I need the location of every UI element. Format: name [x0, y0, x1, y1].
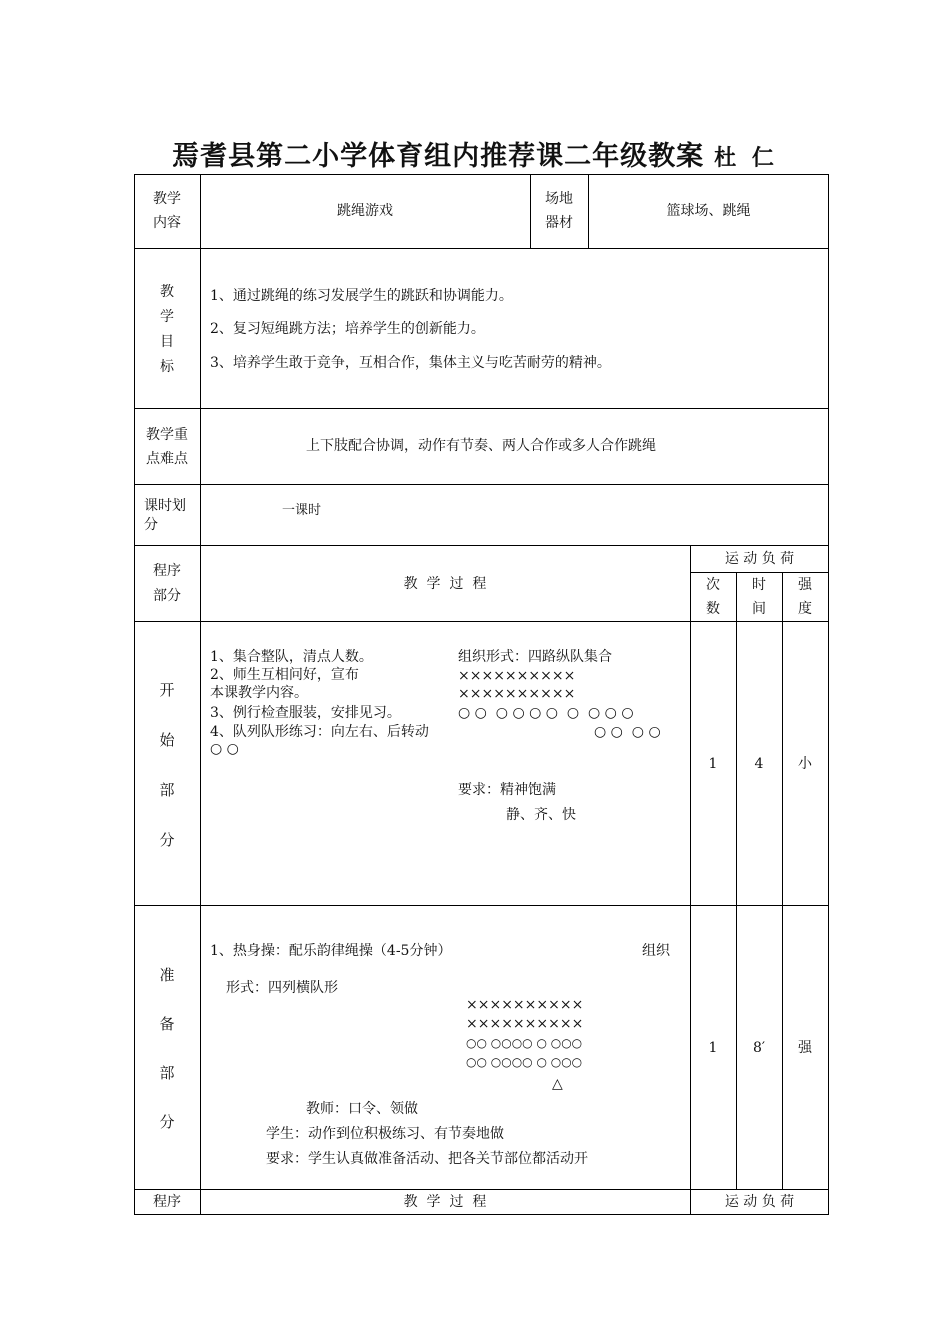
- keypoints-label-1: 教学重: [146, 427, 188, 443]
- timeplan-label-1: 课时划: [144, 498, 186, 514]
- title-main: 焉耆县第二小学体育组内推荐课二年级教案: [172, 141, 705, 172]
- prep-intensity: 强: [798, 1040, 812, 1056]
- start-label-2: 始: [159, 731, 175, 749]
- time-heading-2: 间: [752, 601, 766, 617]
- process-label-1: 程序: [153, 563, 181, 579]
- objectives-label-2: 学: [160, 309, 174, 325]
- start-org-row: ××××××××××: [458, 686, 576, 702]
- prep-form-row: ○○ ○○○○ ○ ○○○: [466, 1055, 583, 1069]
- process-heading: 教 学 过 程: [403, 576, 487, 592]
- prep-req: 要求：学生认真做准备活动、把各关节部位都活动开: [266, 1151, 588, 1167]
- load-heading: 运 动 负 荷: [724, 551, 795, 567]
- prep-line-1-right: 组织: [642, 943, 670, 959]
- venue-label-2: 器材: [545, 215, 573, 231]
- start-line: 2、师生互相问好，宣布: [210, 667, 359, 683]
- prep-label-1: 准: [159, 966, 175, 984]
- prep-label-3: 部: [159, 1064, 175, 1082]
- start-time: 4: [754, 756, 764, 772]
- footer-process: 教 学 过 程: [403, 1194, 487, 1210]
- process-label-2: 部分: [153, 588, 181, 604]
- count-heading-2: 数: [706, 601, 720, 617]
- intensity-heading-1: 强: [798, 577, 812, 593]
- teacher-mark: △: [552, 1076, 563, 1092]
- objectives-label-1: 教: [160, 284, 174, 300]
- prep-line-1: 1、热身操：配乐韵律绳操（4-5分钟）: [210, 943, 452, 959]
- start-line: 4、队列队形练习：向左右、后转动: [210, 724, 429, 740]
- prep-time: 8′: [752, 1040, 766, 1056]
- start-req-2: 静、齐、快: [506, 807, 576, 823]
- objective-item: 2、复习短绳跳方法；培养学生的创新能力。: [210, 321, 485, 337]
- content-value: 跳绳游戏: [337, 203, 393, 219]
- page-title: [0, 134, 950, 173]
- time-heading-1: 时: [752, 577, 766, 593]
- prep-line-2: 形式：四列横队形: [226, 980, 338, 996]
- objective-item: 1、通过跳绳的练习发展学生的跳跃和协调能力。: [210, 288, 513, 304]
- start-label-4: 分: [159, 831, 175, 849]
- start-line: 3、例行检查服装，安排见习。: [210, 705, 401, 721]
- prep-student: 学生：动作到位积极练习、有节奏地做: [266, 1126, 504, 1142]
- prep-label-2: 备: [159, 1015, 175, 1033]
- intensity-heading-2: 度: [798, 601, 812, 617]
- prep-teacher: 教师：口令、领做: [306, 1101, 418, 1117]
- start-count: 1: [708, 756, 718, 772]
- start-label-1: 开: [159, 681, 175, 699]
- objectives-label-4: 标: [160, 359, 174, 375]
- prep-form-row: ××××××××××: [466, 1016, 584, 1032]
- title-author: 杜 仁: [714, 146, 778, 171]
- venue-value: 篮球场、跳绳: [666, 203, 751, 219]
- start-label-3: 部: [159, 781, 175, 799]
- footer-load: 运 动 负 荷: [724, 1194, 795, 1210]
- keypoints-value: 上下肢配合协调，动作有节奏、两人合作或多人合作跳绳: [306, 438, 656, 454]
- prep-label-4: 分: [159, 1113, 175, 1131]
- timeplan-label-2: 分: [144, 517, 158, 533]
- start-line: 本课教学内容。: [210, 685, 308, 701]
- start-req-1: 要求：精神饱满: [458, 782, 556, 798]
- venue-label-1: 场地: [545, 191, 573, 207]
- footer-label: 程序: [153, 1194, 181, 1210]
- start-org-title: 组织形式：四路纵队集合: [458, 649, 612, 665]
- start-org-row: ○ ○: [210, 741, 239, 757]
- lesson-plan-table: [134, 174, 829, 1214]
- prep-form-row: ○○ ○○○○ ○ ○○○: [466, 1036, 583, 1050]
- prep-count: 1: [708, 1040, 718, 1056]
- content-label-2: 内容: [153, 215, 181, 231]
- keypoints-label-2: 点难点: [146, 451, 188, 467]
- prep-form-row: ××××××××××: [466, 997, 584, 1013]
- objective-item: 3、培养学生敢于竞争，互相合作，集体主义与吃苦耐劳的精神。: [210, 355, 611, 371]
- start-line: 1、集合整队，清点人数。: [210, 649, 373, 665]
- timeplan-value: 一课时: [282, 503, 322, 518]
- start-org-row: ××××××××××: [458, 668, 576, 684]
- count-heading-1: 次: [706, 577, 720, 593]
- objectives-label-3: 目: [160, 334, 174, 350]
- start-intensity: 小: [798, 756, 812, 772]
- content-label-1: 教学: [153, 191, 181, 207]
- start-org-row: ○ ○ ○ ○ ○ ○ ○ ○ ○ ○: [458, 705, 634, 721]
- start-org-row: ○ ○ ○ ○: [594, 724, 661, 740]
